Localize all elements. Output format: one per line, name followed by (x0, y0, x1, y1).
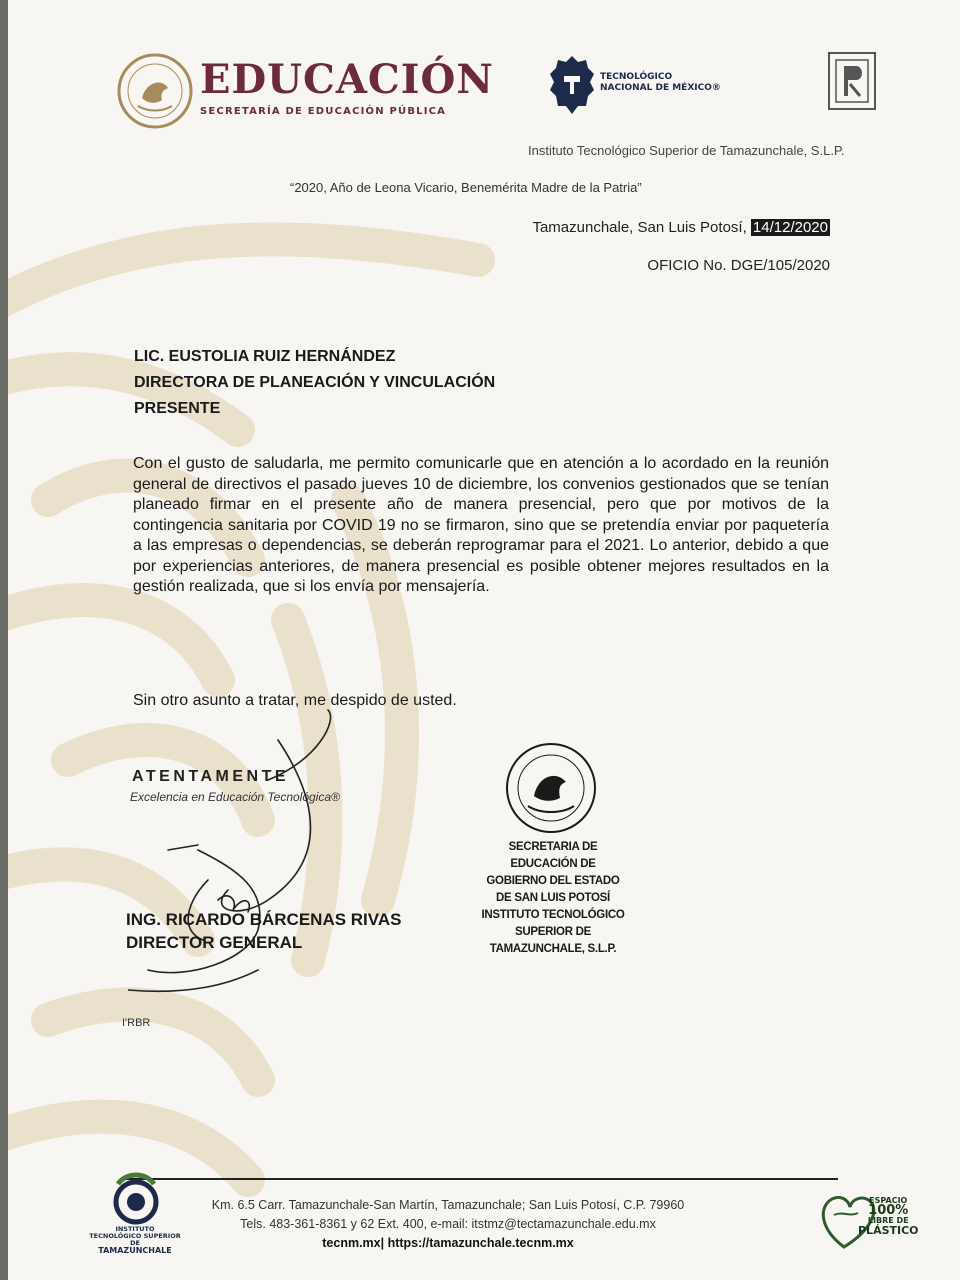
footer-divider (126, 1178, 838, 1180)
year-motto: “2020, Año de Leona Vicario, Benemérita Madre de la Patria” (290, 180, 642, 195)
footer-address: Km. 6.5 Carr. Tamazunchale-San Martín, Tamazunchale; San Luis Potosí, C.P. 79960 (211, 1198, 685, 1212)
mexico-coat-of-arms-icon (116, 52, 194, 130)
body-paragraph: Con el gusto de saludarla, me permito comunicarle que en atención a lo acordado en la reunión general de directivos el pasado jueves 10 de diciembre, los convenios gestionados que se tenían planeado firmar en el presente año de manera presencial, pero que por motivos de la contingencia sanitaria por COVID 19 no se firmaron, sino que se pretendía enviar por paquetería a las empresas o dependencias, se deberán reprogramar para el 2021. Lo anterior, debido a que por experiencias anteriores, de manera presencial es posible obtener mejores resultados en la gestión realizada, que si los envía por mensajería. (133, 455, 829, 595)
official-stamp-seal-icon (496, 736, 606, 836)
education-subtitle: SECRETARÍA DE EDUCACIÓN PÚBLICA (200, 106, 447, 117)
plastic-badge-line: 100% (868, 1203, 909, 1218)
footer-logo-line: TAMAZUNCHALE (98, 1246, 172, 1255)
institutional-motto: Excelencia en Educación Tecnológica® (130, 790, 340, 804)
tecnm-label (600, 72, 721, 94)
stamp-line: SECRETARIA DE (508, 841, 598, 853)
institute-name: Instituto Tecnológico Superior de Tamazunchale, S.L.P. (528, 143, 845, 158)
footer-websites[interactable]: tecnm.mx| https://tamazunchale.tecnm.mx (322, 1236, 574, 1250)
closing-line: Sin otro asunto a tratar, me despido de usted. (133, 692, 457, 709)
stamp-line: INSTITUTO TECNOLÓGICO (481, 909, 625, 921)
recipient-position: DIRECTORA DE PLANEACIÓN Y VINCULACIÓN (134, 374, 496, 391)
recipient-name: LIC. EUSTOLIA RUIZ HERNÁNDEZ (134, 348, 396, 365)
stamp-line: EDUCACIÓN DE (510, 858, 596, 870)
plastic-badge-line: PLÁSTICO (858, 1224, 919, 1237)
place: Tamazunchale, San Luis Potosí, (532, 219, 747, 236)
initials: I'RBR (122, 1017, 151, 1029)
stamp-text (478, 839, 628, 958)
education-title: EDUCACIÓN (200, 56, 494, 103)
place-date (532, 219, 830, 236)
tecnm-logo-icon (548, 54, 596, 116)
footer-logo-line: TECNOLÓGICO SUPERIOR DE (89, 1232, 181, 1247)
atentamente-label: ATENTAMENTE (132, 768, 290, 785)
stamp-line: TAMAZUNCHALE, S.L.P. (489, 943, 617, 955)
signer-name: ING. RICARDO BÁRCENAS RIVAS (126, 910, 402, 929)
signer-block (126, 908, 401, 954)
footer-logo-line: INSTITUTO (115, 1225, 155, 1233)
tecnm-line-2: NACIONAL DE MÉXICO® (600, 83, 721, 93)
stamp-line: SUPERIOR DE (515, 926, 591, 938)
plastic-badge-line: ESPACIO (869, 1196, 908, 1205)
stamp-line: GOBIERNO DEL ESTADO (486, 875, 620, 887)
footer-phones-email: Tels. 483-361-8361 y 62 Ext. 400, e-mail: itstmz@tectamazunchale.edu.mx (240, 1217, 656, 1231)
recipient-greeting: PRESENTE (134, 400, 221, 417)
plastic-free-label (858, 1196, 919, 1236)
office-number: OFICIO No. DGE/105/2020 (647, 257, 830, 274)
tecnm-line-1: TECNOLÓGICO (600, 72, 673, 82)
handwritten-signature (128, 700, 368, 1000)
stamp-line: DE SAN LUIS POTOSÍ (496, 892, 610, 904)
recipient-block (134, 344, 495, 422)
letter-page (8, 0, 960, 1280)
institute-logo-icon (826, 50, 878, 112)
date-highlighted: 14/12/2020 (752, 219, 828, 236)
plastic-badge-line: LIBRE DE (867, 1216, 909, 1225)
signer-title: DIRECTOR GENERAL (126, 933, 303, 952)
footer-contact (148, 1196, 748, 1253)
